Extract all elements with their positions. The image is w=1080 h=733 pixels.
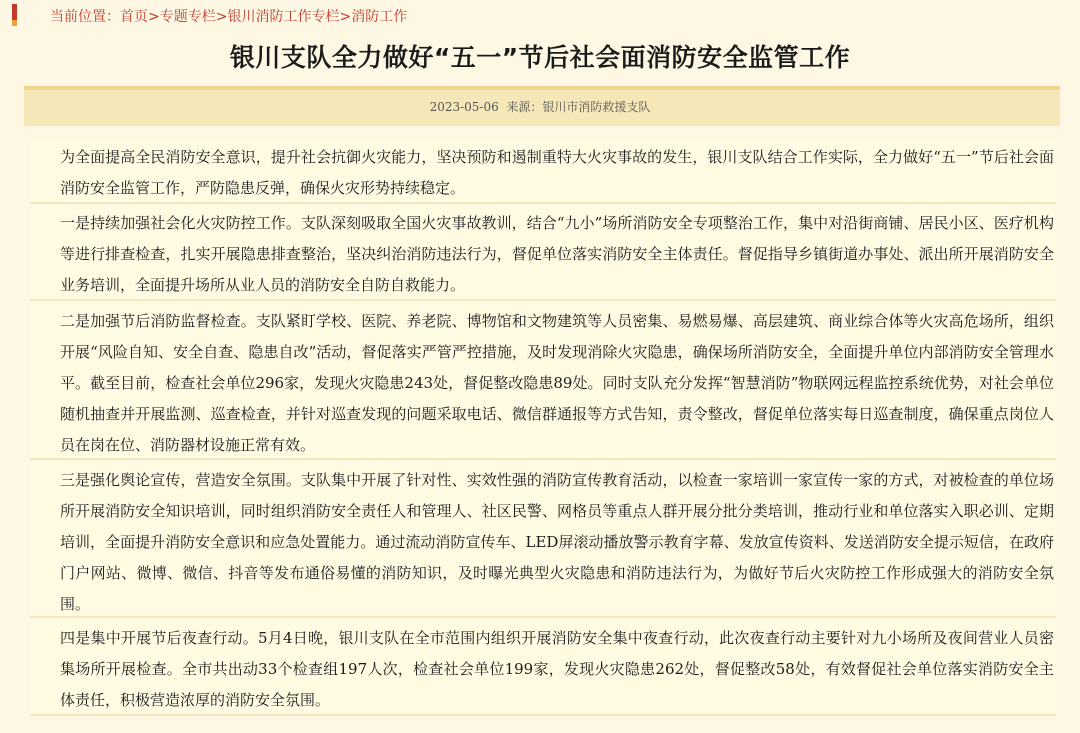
breadcrumb-link-fire-column[interactable]: 银川消防工作专栏 <box>227 9 340 25</box>
breadcrumb-link-home[interactable]: 首页 <box>120 9 148 25</box>
paragraph-1: 一是持续加强社会化火灾防控工作。支队深刻吸取全国火灾事故教训，结合“九小”场所消防安全专项整治工作，集中对沿街商铺、居民小区、医疗机构等进行排查检查，扎实开展隐患排查整治，坚决纠治消防违法行为，督促单位落实消防安全主体责任。督促指导乡镇街道办事处、派出所开展消防安全业务培训，全面提升场所从业人员的消防安全自防自救能力。 <box>30 205 1056 301</box>
paragraph-3: 三是强化舆论宣传，营造安全氛围。支队集中开展了针对性、实效性强的消防宣传教育活动，以检查一家培训一家宣传一家的方式，对被检查的单位场所开展消防安全知识培训，同时组织消防安全责任人和管理人、社区民警、网格员等重点人群开展分批分类培训，推动行业和单位落实入职必训、定期培训，全面提升消防安全意识和应急处置能力。通过流动消防宣传车、LED屏滚动播放警示教育字幕、发放宣传资料、发送消防安全提示短信，在政府门户网站、微博、微信、抖音等发布通俗易懂的消防知识，及时曝光典型火灾隐患和消防违法行为，为做好节后火灾防控工作形成强大的消防安全氛围。 <box>30 462 1056 618</box>
paragraph-4: 四是集中开展节后夜查行动。5月4日晚，银川支队在全市范围内组织开展消防安全集中夜查行动，此次夜查行动主要针对九小场所及夜间营业人员密集场所开展检查。全市共出动33个检查组197人次，检查社会单位199家，发现火灾隐患262处，督促整改58处，有效督促社会单位落实消防安全主体责任，积极营造浓厚的消防安全氛围。 <box>30 620 1056 716</box>
location-marker-tip <box>12 20 17 26</box>
source-name: 银川市消防救援支队 <box>542 100 651 114</box>
breadcrumb <box>50 6 407 26</box>
breadcrumb-separator: > <box>215 9 228 25</box>
bottom-strip <box>0 719 1080 733</box>
article-title: 银川支队全力做好“五一”节后社会面消防安全监管工作 <box>229 43 851 72</box>
meta-divider <box>24 86 1060 90</box>
breadcrumb-separator: > <box>339 9 352 25</box>
breadcrumb-prefix: 当前位置： <box>50 9 120 25</box>
source-label: 来源： <box>506 100 543 114</box>
article-meta <box>0 98 1080 115</box>
publish-date: 2023-05-06 <box>429 100 499 114</box>
breadcrumb-bar <box>0 0 1080 34</box>
breadcrumb-link-topics[interactable]: 专题专栏 <box>159 9 216 25</box>
paragraph-intro: 为全面提高全民消防安全意识，提升社会抗御火灾能力，坚决预防和遏制重特大火灾事故的发生，银川支队结合工作实际，全力做好“五一”节后社会面消防安全监管工作，严防隐患反弹，确保火灾形势持续稳定。 <box>30 139 1056 204</box>
paragraph-2: 二是加强节后消防监督检查。支队紧盯学校、医院、养老院、博物馆和文物建筑等人员密集、易燃易爆、高层建筑、商业综合体等火灾高危场所，组织开展“风险自知、安全自查、隐患自改”活动，督促落实严管严控措施，及时发现消除火灾隐患，确保场所消防安全，全面提升单位内部消防安全管理水平。截至目前，检查社会单位296家，发现火灾隐患243处，督促整改隐患89处。同时支队充分发挥“智慧消防”物联网远程监控系统优势，对社会单位随机抽查并开展监测、巡查检查，并针对巡查发现的问题采取电话、微信群通报等方式告知，责令整改，督促单位落实每日巡查制度，确保重点岗位人员在岗在位、消防器材设施正常有效。 <box>30 303 1056 460</box>
breadcrumb-separator: > <box>148 9 160 25</box>
breadcrumb-link-fire-work[interactable]: 消防工作 <box>351 9 408 25</box>
